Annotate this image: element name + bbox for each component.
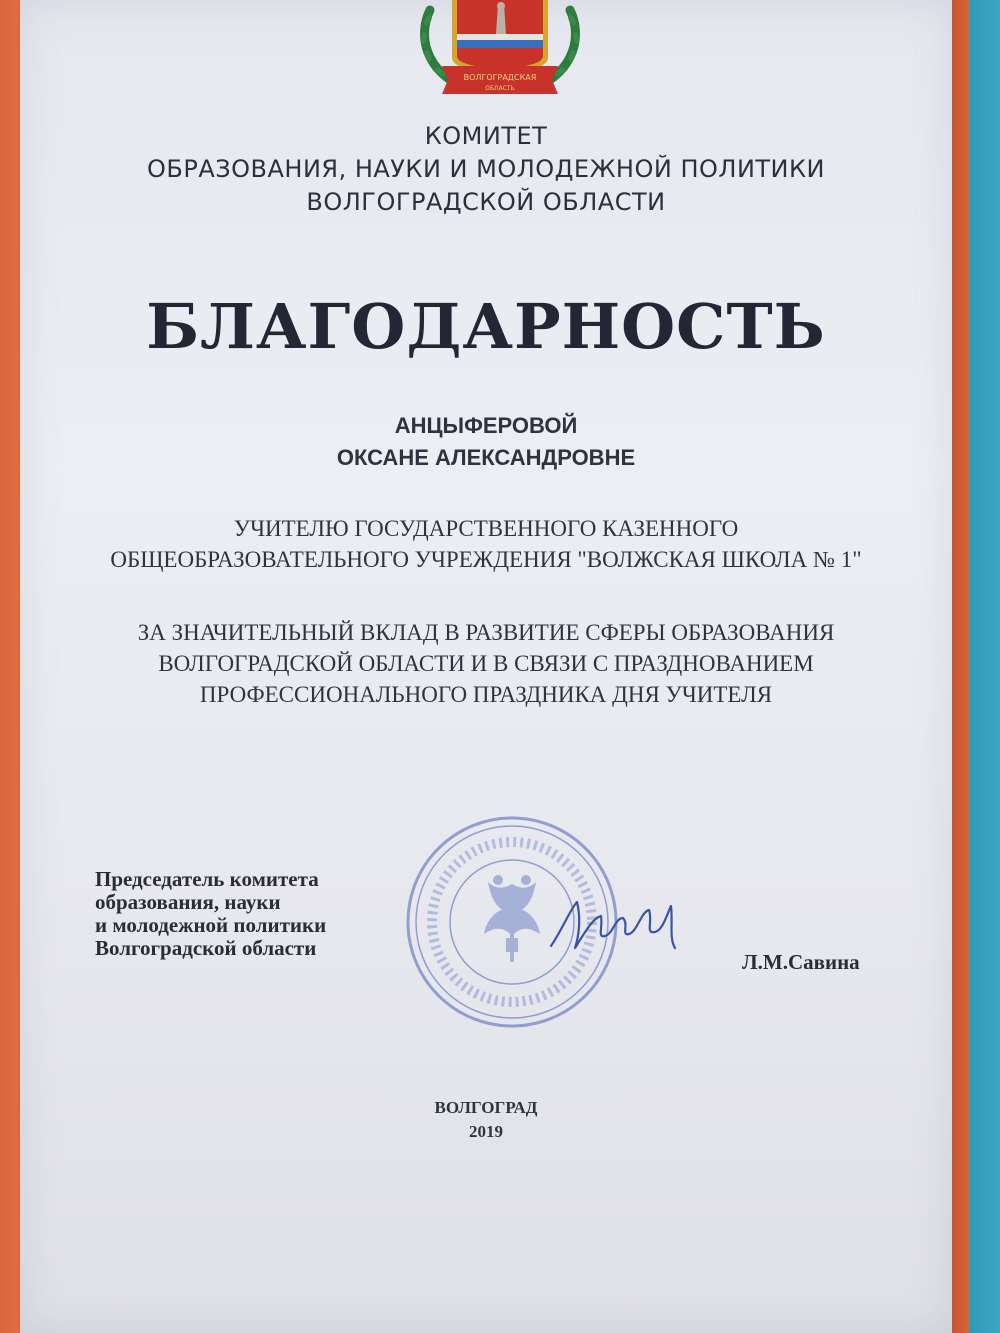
signer-title-line-1: Председатель комитета — [95, 867, 319, 891]
reason-line-2: ВОЛГОГРАДСКОЙ ОБЛАСТИ И В СВЯЗИ С ПРАЗДНОВАНИЕМ — [158, 651, 814, 676]
place-and-year — [20, 1096, 952, 1144]
committee-line-3: ВОЛГОГРАДСКОЙ ОБЛАСТИ — [306, 188, 666, 216]
coat-of-arms-icon — [410, 0, 590, 98]
signer-name: Л.М.Савина — [742, 950, 860, 974]
footer-city: ВОЛГОГРАД — [434, 1098, 538, 1117]
recipient-name — [20, 410, 952, 474]
committee-line-2: ОБРАЗОВАНИЯ, НАУКИ И МОЛОДЕЖНОЙ ПОЛИТИКИ — [147, 155, 825, 183]
award-reason — [20, 617, 952, 710]
signer-title-line-4: Волгоградской области — [95, 936, 317, 960]
signer-title-line-3: и молодежной политики — [95, 913, 327, 937]
position-line-1: УЧИТЕЛЮ ГОСУДАРСТВЕННОГО КАЗЕННОГО — [233, 516, 739, 541]
reason-line-1: ЗА ЗНАЧИТЕЛЬНЫЙ ВКЛАД В РАЗВИТИЕ СФЕРЫ ОБРАЗОВАНИЯ — [137, 620, 835, 645]
emblem-ribbon-subtext: ОБЛАСТЬ — [485, 85, 515, 92]
signer-title-line-2: образования, науки — [95, 890, 281, 914]
recipient-surname: АНЦЫФЕРОВОЙ — [394, 413, 578, 438]
emblem-ribbon-text: ВОЛГОГРАДСКАЯ — [463, 73, 537, 82]
signer-title — [95, 868, 326, 960]
footer-year: 2019 — [469, 1122, 503, 1141]
issuer-committee — [20, 120, 952, 219]
recipient-position — [20, 513, 952, 575]
handwritten-signature-icon — [545, 888, 685, 958]
committee-line-1: КОМИТЕТ — [424, 122, 548, 150]
certificate-paper — [20, 0, 952, 1333]
position-line-2: ОБЩЕОБРАЗОВАТЕЛЬНОГО УЧРЕЖДЕНИЯ "ВОЛЖСКАЯ ШКОЛА № 1" — [110, 547, 862, 572]
document-title: БЛАГОДАРНОСТЬ — [146, 290, 826, 363]
reason-line-3: ПРОФЕССИОНАЛЬНОГО ПРАЗДНИКА ДНЯ УЧИТЕЛЯ — [199, 682, 773, 707]
recipient-given-name: ОКСАНЕ АЛЕКСАНДРОВНЕ — [336, 445, 636, 470]
